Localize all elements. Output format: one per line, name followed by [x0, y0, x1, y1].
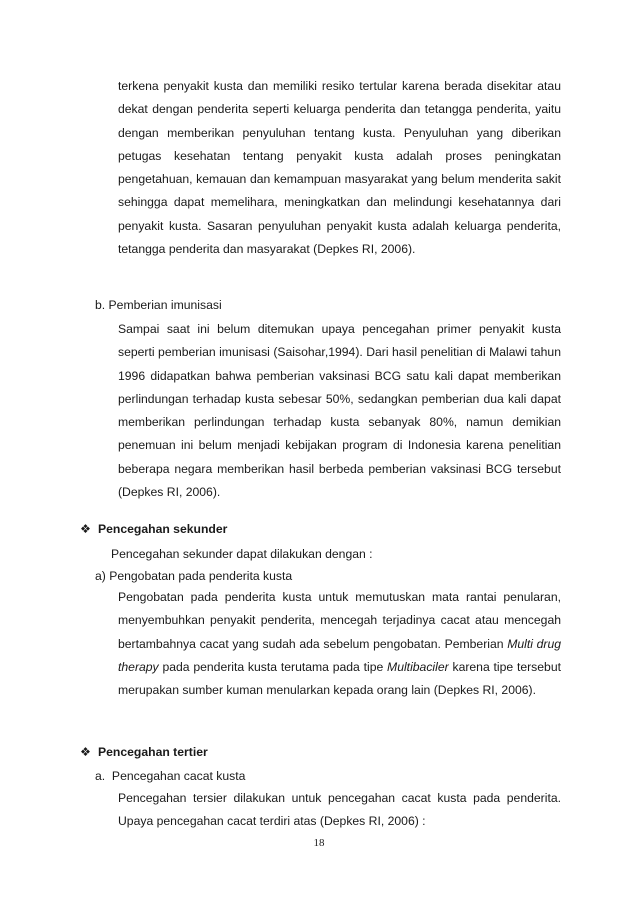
italic-multibaciler: Multibaciler [387, 659, 449, 674]
secondary-paragraph [118, 586, 561, 702]
diamond-bullet-icon: ❖ [80, 522, 91, 536]
heading-pencegahan-sekunder [80, 521, 227, 537]
heading-text: Pencegahan tertier [98, 745, 208, 759]
label-pemberian-imunisasi: b. Pemberian imunisasi [95, 298, 222, 312]
secondary-text-c: karena tipe tersebut merupakan sumber kuman menularkan kepada orang lain (Depkes RI, 2006). [118, 659, 561, 698]
tertiary-paragraph [118, 787, 561, 834]
secondary-intro: Pencegahan sekunder dapat dilakukan dengan : [111, 547, 373, 561]
section1-text: terkena penyakit kusta dan memiliki resiko tertular karena berada disekitar atau dekat dengan penderita seperti keluarga penderita dan tetangga penderita, yaitu dengan memberikan penyuluhan tentang kusta. Penyuluhan yang diberikan petugas kesehatan tentang penyakit kusta adalah proses peningkatan pengetahuan, kemauan dan kemampuan masyarakat yang belum menderita sakit sehingga dapat memelihara, meningkatkan dan melindungi kesehatannya dari penyakit kusta. Sasaran penyuluhan penyakit kusta adalah keluarga penderita, tetangga penderita dan masyarakat (Depkes RI, 2006). [118, 79, 561, 257]
secondary-text [118, 586, 561, 702]
label-pencegahan-cacat: a. Pencegahan cacat kusta [95, 769, 246, 783]
diamond-bullet-icon: ❖ [80, 745, 91, 759]
tertiary-text: Pencegahan tersier dilakukan untuk pencegahan cacat kusta pada penderita. Upaya pencegahan cacat terdiri atas (Depkes RI, 2006) : [118, 791, 561, 829]
section2-paragraph [118, 318, 561, 504]
secondary-text-a: Pengobatan pada penderita kusta untuk memutuskan mata rantai penularan, menyembuhkan penyakit penderita, mencegah terjadinya cacat atau mencegah bertambahnya cacat yang sudah ada sebelum pengobatan. Pemberian [118, 590, 561, 651]
heading-pencegahan-tertier [80, 744, 208, 760]
secondary-text-b: pada penderita kusta terutama pada tipe [162, 659, 384, 674]
section2-text: Sampai saat ini belum ditemukan upaya pencegahan primer penyakit kusta seperti pemberian imunisasi (Saisohar,1994). Dari hasil penelitian di Malawi tahun 1996 didapatkan bahwa pemberian vaksinasi BCG satu kali dapat memberikan perlindungan terhadap kusta sebesar 50%, sedangkan pemberian dua kali dapat memberikan perlindungan terhadap kusta sebanyak 80%, namun demikian penemuan ini belum menjadi kebijakan program di Indonesia karena penelitian beberapa negara memberikan hasil berbeda pemberian vaksinasi BCG tersebut (Depkes RI, 2006). [118, 322, 561, 500]
italic-multi-drug-therapy: Multi drug therapy [118, 636, 562, 674]
section1-paragraph [118, 75, 561, 261]
heading-text: Pencegahan sekunder [98, 522, 228, 536]
page-number: 18 [313, 837, 325, 849]
label-pengobatan: a) Pengobatan pada penderita kusta [95, 569, 293, 583]
